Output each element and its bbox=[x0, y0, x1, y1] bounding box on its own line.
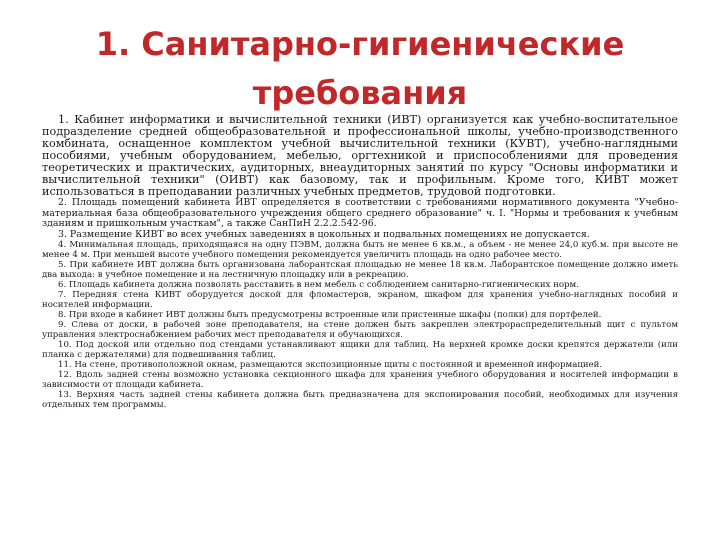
title-line-1: 1. Санитарно-гигиенические bbox=[95, 25, 625, 63]
paragraph-5: 5. При кабинете ИВТ должна быть организована лаборантская площадью не менее 18 кв.м. Лаборантское помещение должно иметь два выхода: в учебное помещение и на лестничную площадку или в рекреацию. bbox=[42, 260, 678, 280]
paragraph-3: 3. Размещение КИВТ во всех учебных заведениях в цокольных и подвальных помещениях не допускается. bbox=[58, 228, 590, 240]
paragraph-9: 9. Слева от доски, в рабочей зоне преподавателя, на стене должен быть закреплен электрораспределительный щит с пультом управления электроснабжением рабочих мест преподавателя и обучающихся. bbox=[42, 320, 678, 340]
paragraph-2: 2. Площадь помещений кабинета ИВТ определяется в соответствии с требованиями нормативного документа "Учебно-материальная база общеобразовательного учреждения общего среднего образование" ч. I. "Нормы и требования к учебным зданиям и пришкольным участкам", а также СанПиН 2.2.2.542-96. bbox=[42, 197, 678, 229]
paragraph-8: 8. При входе в кабинет ИВТ должны быть предусмотрены встроенные или пристенные шкафы (полки) для портфелей. bbox=[58, 310, 602, 320]
paragraph-6: 6. Площадь кабинета должна позволять расставить в нем мебель с соблюдением санитарно-гигиенических норм. bbox=[58, 280, 579, 290]
paragraph-7: 7. Передняя стена КИВТ оборудуется доской для фломастеров, экраном, шкафом для хранения учебно-наглядных пособий и носителей информации. bbox=[42, 290, 678, 310]
title-line-2: требования bbox=[252, 74, 468, 112]
paragraph-1: 1. Кабинет информатики и вычислительной техники (ИВТ) организуется как учебно-воспитательное подразделение средней общеобразовательной и профессиональной школы, учебно-производственного комбината, оснащенное комплектом учебной вычислительной техники (КУВТ), учебно-наглядными пособиями, учебным оборудованием, мебелью, оргтехникой и приспособлениями для проведения теоретических и практических, аудиторных, внеаудиторных занятий по курсу "Основы информатики и вычислительной техники" (ОИВТ) как базовому, так и профильным. Кроме того, КИВТ может использоваться в преподавании различных учебных предметов, трудовой подготовки. bbox=[42, 113, 678, 198]
requirements-text bbox=[42, 114, 678, 410]
slide-title bbox=[40, 20, 680, 118]
paragraph-10: 10. Под доской или отдельно под стендами устанавливают ящики для таблиц. На верхней кромке доски крепятся держатели (или планка с держателями) для подвешивания таблиц. bbox=[42, 340, 678, 360]
paragraph-4: 4. Минимальная площадь, приходящаяся на одну ПЭВМ, должна быть не менее 6 кв.м., а объем - не менее 24,0 куб.м. при высоте не менее 4 м. При меньшей высоте учебного помещения рекомендуется увеличить площадь на одно рабочее место. bbox=[42, 240, 678, 260]
paragraph-11: 11. На стене, противоположной окнам, размещаются экспозиционные щиты с постоянной и временной информацией. bbox=[58, 360, 603, 370]
paragraph-13: 13. Верхняя часть задней стены кабинета должна быть предназначена для экспонирования пособий, необходимых для изучения отдельных тем программы. bbox=[42, 390, 678, 410]
paragraph-12: 12. Вдоль задней стены возможно установка секционного шкафа для хранения учебного оборудования и носителей информации в зависимости от площади кабинета. bbox=[42, 370, 678, 390]
